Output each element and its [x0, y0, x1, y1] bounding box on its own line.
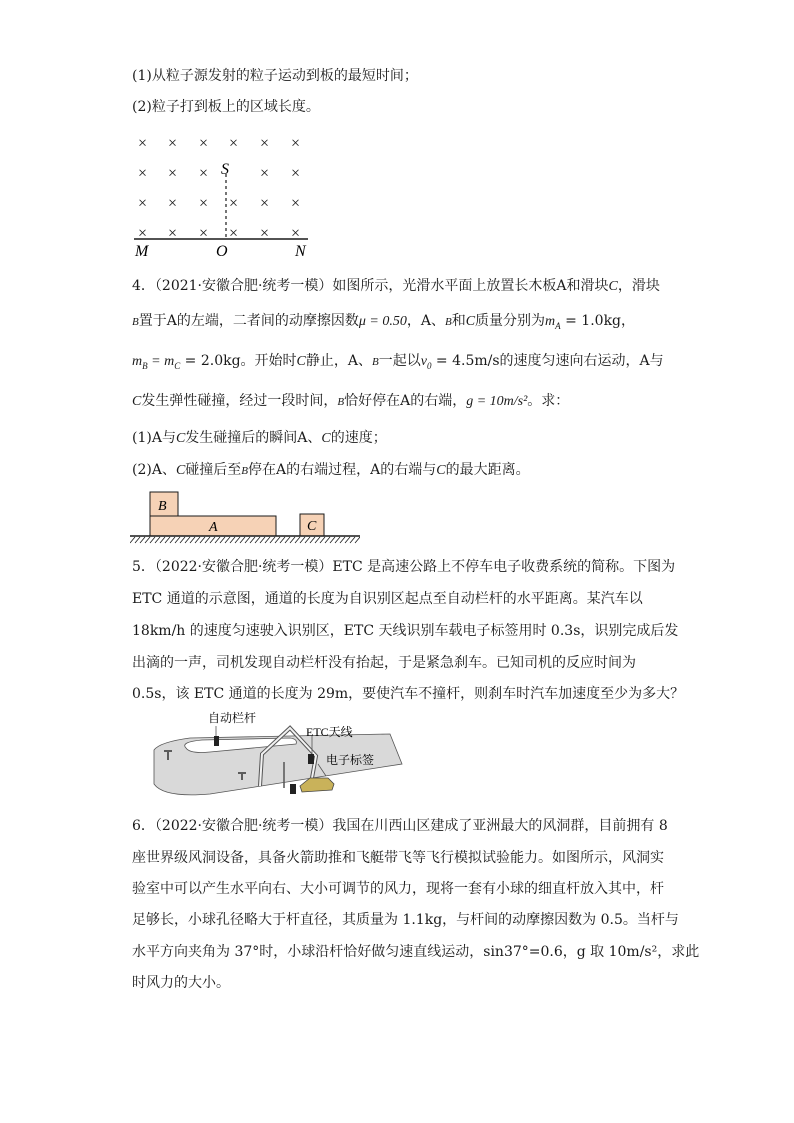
q4-subquestion-1: (1)A与C发生碰撞后的瞬间A、C的速度； — [132, 430, 387, 446]
q4-subquestion-2: (2)A、C碰撞后至B停在A的右端过程，A的右端与C的最大距离。 — [132, 462, 530, 478]
q5-line-4: 出滴的一声，司机发现自动栏杆没有抬起，于是紧急刹车。已知司机的反应时间为 — [132, 655, 636, 671]
auto-barrier — [214, 736, 219, 746]
field-cross: × — [229, 225, 239, 242]
hatch-line — [300, 537, 305, 543]
block-B-label: B — [158, 499, 167, 514]
hatch-line — [325, 537, 330, 543]
hatch-line — [235, 537, 240, 543]
hatch-line — [330, 537, 335, 543]
label-O: O — [216, 243, 228, 260]
hatch-line — [205, 537, 210, 543]
booth — [290, 784, 296, 794]
q6-line-6: 时风力的大小。 — [132, 975, 230, 991]
hatch-line — [160, 537, 165, 543]
board-and-blocks-figure — [130, 490, 360, 546]
hatch-line — [335, 537, 340, 543]
hatch-line — [310, 537, 315, 543]
field-cross: × — [199, 135, 209, 152]
label-S: S — [221, 161, 229, 178]
q5-line-3: 18km/h 的速度匀速驶入识别区，ETC 天线识别车载电子标签用时 0.3s，识别完成后发 — [132, 623, 679, 639]
hatch-line — [135, 537, 140, 543]
hatch-line — [175, 537, 180, 543]
q5-line-1: 5．（2022·安徽合肥·统考一模）ETC 是高速公路上不停车电子收费系统的简称。下图为 — [132, 559, 676, 575]
field-cross: × — [168, 135, 178, 152]
field-cross: × — [260, 135, 270, 152]
q6-line-2: 座世界级风洞设备，具备火箭助推和飞艇带飞等飞行模拟试验能力。如图所示，风洞实 — [132, 850, 664, 866]
q6-line-1: 6．（2022·安徽合肥·统考一模）我国在川西山区建成了亚洲最大的风洞群，目前拥有 8 — [132, 818, 668, 834]
field-cross: × — [138, 135, 148, 152]
hatch-line — [180, 537, 185, 543]
car — [300, 778, 334, 792]
q4-line-3: $m_B = m_C = 2.0kg$。开始时C静止，A、B一起以$v_0 = 4.5m/s$的速度匀速向右运动，A与 — [132, 353, 664, 371]
hatch-line — [315, 537, 320, 543]
label-electronic-tag: 电子标签 — [326, 753, 375, 767]
hatch-line — [155, 537, 160, 543]
field-cross-grid — [138, 135, 300, 242]
field-cross: × — [138, 195, 148, 212]
hatch-line — [130, 537, 135, 543]
field-cross: × — [291, 225, 301, 242]
field-cross: × — [260, 195, 270, 212]
hatch-line — [210, 537, 215, 543]
label-M: M — [135, 243, 149, 260]
field-cross: × — [260, 225, 270, 242]
q6-line-3: 验室中可以产生水平向右、大小可调节的风力，现将一套有小球的细直杆放入其中，杆 — [132, 881, 664, 897]
q4-line-1: 4．（2021·安徽合肥·统考一模）如图所示，光滑水平面上放置长木板A和滑块C，滑块 — [132, 278, 660, 294]
q5-line-2: ETC 通道的示意图，通道的长度为自识别区起点至自动栏杆的水平距离。某汽车以 — [132, 591, 643, 607]
etc-antenna — [308, 754, 314, 764]
hatch-line — [240, 537, 245, 543]
hatch-line — [275, 537, 280, 543]
hatch-line — [340, 537, 345, 543]
field-cross: × — [291, 195, 301, 212]
hatch-line — [280, 537, 285, 543]
field-cross: × — [229, 135, 239, 152]
hatch-line — [190, 537, 195, 543]
q4-line-4: C发生弹性碰撞，经过一段时间，B恰好停在A的右端，g = 10m/s²。求： — [132, 393, 570, 409]
field-cross: × — [138, 165, 148, 182]
hatch-line — [270, 537, 275, 543]
magnetic-field-figure — [130, 128, 320, 260]
hatch-line — [295, 537, 300, 543]
label-etc-antenna: ETC天线 — [306, 725, 353, 739]
hatch-line — [215, 537, 220, 543]
hatch-line — [185, 537, 190, 543]
q3-subquestion-1: (1)从粒子源发射的粒子运动到板的最短时间； — [132, 68, 418, 84]
q6-line-4: 足够长，小球孔径略大于杆直径，其质量为 1.1kg，与杆间的动摩擦因数为 0.5。当杆与 — [132, 912, 679, 928]
label-N: N — [295, 243, 306, 260]
hatch-line — [200, 537, 205, 543]
field-cross: × — [291, 165, 301, 182]
q3-subquestion-2: (2)粒子打到板上的区域长度。 — [132, 99, 320, 115]
q5-line-5: 0.5s，该 ETC 通道的长度为 29m，要使汽车不撞杆，则刹车时汽车加速度至少为多大？ — [132, 686, 685, 702]
hatch-line — [255, 537, 260, 543]
hatch-line — [290, 537, 295, 543]
board-A-label: A — [209, 520, 218, 535]
hatch-line — [320, 537, 325, 543]
field-cross: × — [199, 225, 209, 242]
hatch-line — [165, 537, 170, 543]
hatch-line — [150, 537, 155, 543]
field-cross: × — [260, 165, 270, 182]
hatch-line — [245, 537, 250, 543]
hatch-line — [250, 537, 255, 543]
hatch-line — [225, 537, 230, 543]
hatch-line — [355, 537, 360, 543]
q6-line-5: 水平方向夹角为 37°时，小球沿杆恰好做匀速直线运动，sin37°=0.6，g 取 10m/s²，求此 — [132, 944, 700, 960]
hatch-line — [220, 537, 225, 543]
hatch-line — [230, 537, 235, 543]
hatch-line — [350, 537, 355, 543]
hatch-line — [285, 537, 290, 543]
field-cross: × — [168, 195, 178, 212]
block-C-label: C — [307, 519, 317, 534]
q4-line-2: B置于A的左端，二者间的动摩擦因数μ = 0.50，A、B和C质量分别为$m_A = 1.0kg$， — [132, 313, 636, 331]
field-cross: × — [229, 195, 239, 212]
hatch-line — [170, 537, 175, 543]
hatch-line — [305, 537, 310, 543]
hatch-line — [140, 537, 145, 543]
field-cross: × — [168, 225, 178, 242]
hatch-line — [265, 537, 270, 543]
etc-lane-figure — [150, 708, 410, 800]
field-cross: × — [291, 135, 301, 152]
hatch-line — [195, 537, 200, 543]
hatch-line — [345, 537, 350, 543]
hatch-line — [260, 537, 265, 543]
hatch-line — [145, 537, 150, 543]
field-cross: × — [168, 165, 178, 182]
label-auto-barrier: 自动栏杆 — [208, 711, 257, 725]
field-cross: × — [138, 225, 148, 242]
field-cross: × — [199, 165, 209, 182]
ground-hatching — [130, 537, 360, 543]
field-cross: × — [199, 195, 209, 212]
